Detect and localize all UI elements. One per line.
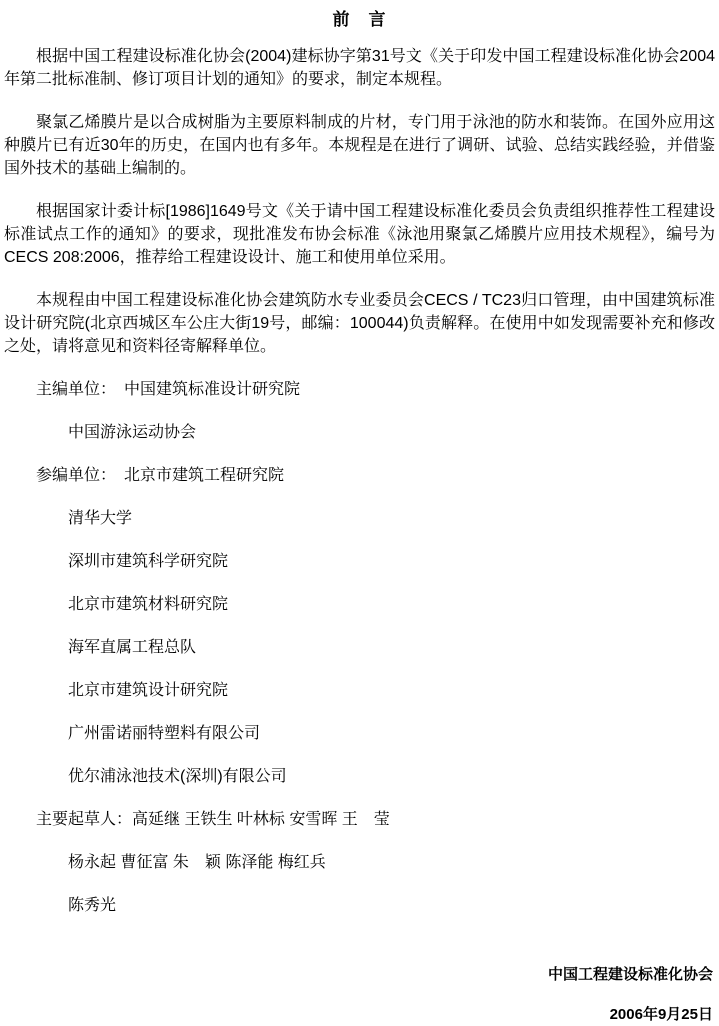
credit-participating-unit-8: 优尔浦泳池技术(深圳)有限公司: [68, 768, 287, 785]
signature-block: [4, 963, 715, 1026]
paragraph-basis: 根据中国工程建设标准化协会(2004)建标协字第31号文《关于印发中国工程建设标准化协会2004年第二批标准制、修订项目计划的通知》的要求，制定本规程。: [4, 48, 715, 88]
paragraph-management: 本规程由中国工程建设标准化协会建筑防水专业委员会CECS / TC23归口管理，由中国建筑标准设计研究院(北京西城区车公庄大街19号，邮编：100044)负责解释。在使用中如发现需要补充和修改之处，请将意见和资料径寄解释单位。: [4, 292, 715, 355]
credit-participating-unit-5: 海军直属工程总队: [68, 639, 197, 656]
credit-participating-unit-7: 广州雷诺丽特塑料有限公司: [68, 725, 261, 742]
credit-participating-unit-6: 北京市建筑设计研究院: [68, 682, 229, 699]
credit-drafters: 主要起草人：高延继 王铁生 叶林标 安雪晖 王 莹: [36, 811, 390, 828]
page-title: 前 言: [332, 10, 387, 29]
credit-participating-unit: 参编单位： 北京市建筑工程研究院: [36, 467, 285, 484]
credit-drafters-3: 陈秀光: [68, 897, 117, 914]
credit-participating-unit-3: 深圳市建筑科学研究院: [68, 553, 229, 570]
credit-drafters-2: 杨永起 曹征富 朱 颖 陈泽能 梅红兵: [68, 854, 326, 871]
credit-participating-unit-4: 北京市建筑材料研究院: [68, 596, 229, 613]
paragraph-approval: 根据国家计委计标[1986]1649号文《关于请中国工程建设标准化委员会负责组织推荐性工程建设标准试点工作的通知》的要求，现批准发布协会标准《泳池用聚氯乙烯膜片应用技术规程》，编号为CECS 208:2006，推荐给工程建设设计、施工和使用单位采用。: [4, 203, 715, 266]
credit-chief-editor-unit: 主编单位： 中国建筑标准设计研究院: [36, 381, 301, 398]
credit-chief-editor-unit-2: 中国游泳运动协会: [68, 424, 197, 441]
credit-participating-unit-2: 清华大学: [68, 510, 133, 527]
paragraph-background: 聚氯乙烯膜片是以合成树脂为主要原料制成的片材，专门用于泳池的防水和装饰。在国外应用这种膜片已有近30年的历史，在国内也有多年。本规程是在进行了调研、试验、总结实践经验，并借鉴国外技术的基础上编制的。: [4, 114, 715, 177]
signature-date: 2006年9月25日: [609, 1006, 713, 1023]
signature-organization: 中国工程建设标准化协会: [547, 966, 713, 983]
